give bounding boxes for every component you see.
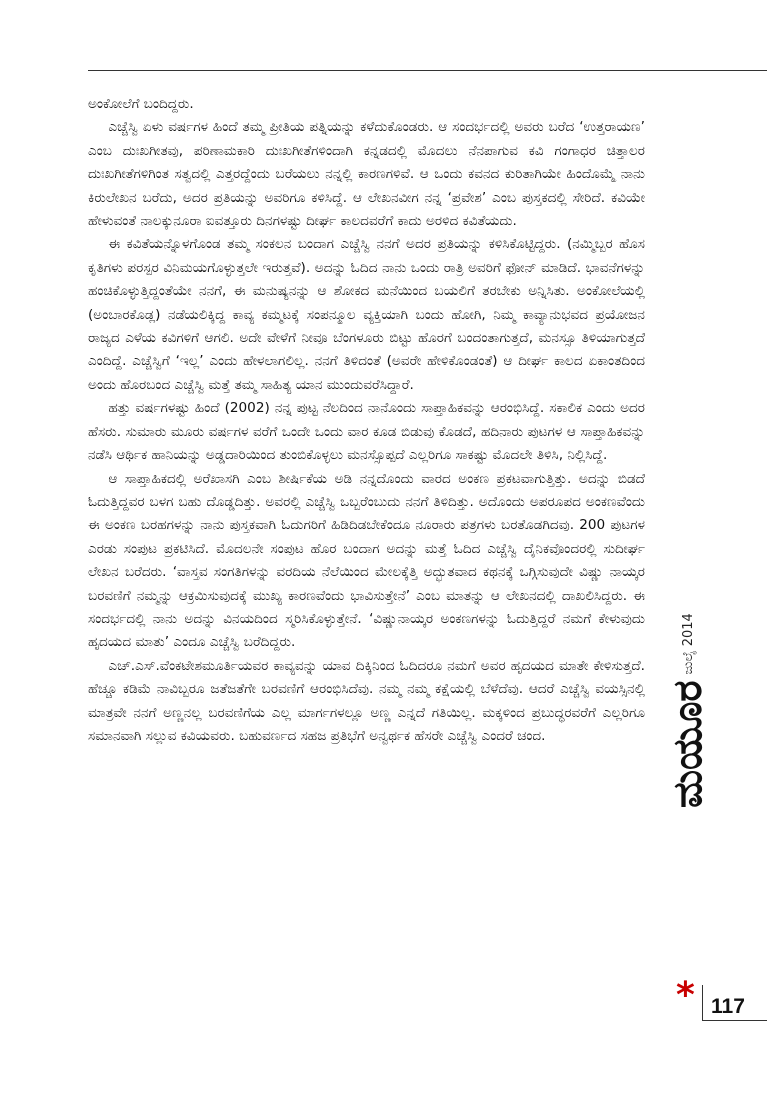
asterisk-icon: * — [676, 975, 695, 1016]
paragraph-3: ಈ ಕವಿತೆಯನ್ನೊಳಗೊಂಡ ತಮ್ಮ ಸಂಕಲನ ಬಂದಾಗ ಎಚ್ಚೆಸ್ವಿ ನನಗೆ ಅದರ ಪ್ರತಿಯನ್ನು ಕಳಿಸಿಕೊಟ್ಟಿದ್ದರು. (ನಮ್ಮಿಬ್ಬರ ಹೊಸ ಕೃತಿಗಳು ಪರಸ್ಪರ ವಿನಿಮಯಗೊಳ್ಳುತ್ತಲೇ ಇರುತ್ತವೆ). ಅದನ್ನು ಓದಿದ ನಾನು ಒಂದು ರಾತ್ರಿ ಅವರಿಗೆ ಫೋನ್ ಮಾಡಿದೆ. ಭಾವನೆಗಳನ್ನು ಹಂಚಿಕೊಳ್ಳುತ್ತಿದ್ದಂತೆಯೇ ನನಗೆ, ಈ ಮನುಷ್ಯನನ್ನು ಆ ಶೋಕದ ಮನೆಯಿಂದ ಬಯಲಿಗೆ ತರಬೇಕು ಅನ್ನಿಸಿತು. ಅಂಕೋಲೆಯಲ್ಲಿ (ಅಂಬಾರಕೊಡ್ಲ) ನಡೆಯಲಿಕ್ಕಿದ್ದ ಕಾವ್ಯ ಕಮ್ಮಟಕ್ಕೆ ಸಂಪನ್ಮೂಲ ವ್ಯಕ್ತಿಯಾಗಿ ಬಂದು ಹೋಗಿ, ನಿಮ್ಮ ಕಾವ್ಯಾನುಭವದ ಪ್ರಯೋಜನ ರಾಜ್ಯದ ಎಳೆಯ ಕವಿಗಳಿಗೆ ಆಗಲಿ. ಅದೇ ವೇಳೆಗೆ ನೀವೂ ಬೆಂಗಳೂರು ಬಿಟ್ಟು ಹೊರಗೆ ಬಂದಂತಾಗುತ್ತದೆ, ಮನಸ್ಸೂ ತಿಳಿಯಾಗುತ್ತದೆ ಎಂದಿದ್ದೆ. ಎಚ್ಚೆಸ್ವಿಗೆ ‘ಇಲ್ಲ’ ಎಂದು ಹೇಳಲಾಗಲಿಲ್ಲ. ನನಗೆ ತಿಳಿದಂತೆ (ಅವರೇ ಹೇಳಿಕೊಂಡಂತೆ) ಆ ದೀರ್ಘ ಕಾಲದ ಏಕಾಂತದಿಂದ ಅಂದು ಹೊರಬಂದ ಎಚ್ಚೆಸ್ವಿ ಮತ್ತೆ ತಮ್ಮ ಸಾಹಿತ್ಯ ಯಾನ ಮುಂದುವರೆಸಿದ್ದಾರೆ. — [88, 236, 645, 393]
issue-date: ಜುಲೈ 2014 — [680, 613, 696, 675]
page-number: 117 — [711, 995, 745, 1018]
paragraph-1: ಅಂಕೋಲೆಗೆ ಬಂದಿದ್ದರು. — [88, 96, 194, 112]
magazine-sidebar — [662, 613, 714, 808]
paragraph-6: ಎಚ್.ಎಸ್.ವೆಂಕಟೇಶಮೂರ್ತಿಯವರ ಕಾವ್ಯವನ್ನು ಯಾವ ದಿಕ್ಕಿನಿಂದ ಓದಿದರೂ ನಮಗೆ ಅವರ ಹೃದಯದ ಮಾತೇ ಕೇಳಿಸುತ್ತದೆ. ಹೆಚ್ಚೂ ಕಡಿಮೆ ನಾವಿಬ್ಬರೂ ಜತೆಜತೆಗೇ ಬರವಣಿಗೆ ಆರಂಭಿಸಿದೆವು. ನಮ್ಮ ನಮ್ಮ ಕಕ್ಷೆಯಲ್ಲಿ ಬೆಳೆದೆವು. ಆದರೆ ಎಚ್ಚೆಸ್ವಿ ವಯಸ್ಸಿನಲ್ಲಿ ಮಾತ್ರವೇ ನನಗೆ ಅಣ್ಣನಲ್ಲ ಬರವಣಿಗೆಯ ಎಲ್ಲ ಮಾರ್ಗಗಳಲ್ಲೂ ಅಣ್ಣ ಎನ್ನದೆ ಗತಿಯಿಲ್ಲ. ಮಕ್ಕಳಿಂದ ಪ್ರಬುದ್ಧರವರೆಗೆ ಎಲ್ಲರಿಗೂ ಸಮಾನವಾಗಿ ಸಲ್ಲುವ ಕವಿಯವರು. ಬಹುವರ್ಣದ ಸಹಜ ಪ್ರತಿಭೆಗೆ ಅನ್ವರ್ಥಕ ಹೆಸರೇ ಎಚ್ಚೆಸ್ವಿ ಎಂದರೆ ಚಂದ. — [88, 657, 645, 744]
article-body — [88, 93, 645, 748]
page-number-rule-horizontal — [702, 1020, 767, 1021]
paragraph-5: ಆ ಸಾಪ್ತಾಹಿಕದಲ್ಲಿ ಅರೆಖಾಸಗಿ ಎಂಬ ಶೀರ್ಷಿಕೆಯ ಅಡಿ ನನ್ನದೊಂದು ವಾರದ ಅಂಕಣ ಪ್ರಕಟವಾಗುತ್ತಿತ್ತು. ಅದನ್ನು ಬಿಡದೆ ಓದುತ್ತಿದ್ದವರ ಬಳಗ ಬಹು ದೊಡ್ಡದಿತ್ತು. ಅವರಲ್ಲಿ ಎಚ್ಚೆಸ್ವಿ ಒಬ್ಬರೆಂಬುದು ನನಗೆ ತಿಳಿದಿತ್ತು. ಅದೊಂದು ಅಪರೂಪದ ಅಂಕಣವೆಂದು ಈ ಅಂಕಣ ಬರಹಗಳನ್ನು ನಾನು ಪುಸ್ತಕವಾಗಿ ಓದುಗರಿಗೆ ಹಿಡಿದಿಡಬೇಕೆಂದೂ ನೂರಾರು ಪತ್ರಗಳು ಬರತೊಡಗಿದವು. 200 ಪುಟಗಳ ಎರಡು ಸಂಪುಟ ಪ್ರಕಟಿಸಿದೆ. ಮೊದಲನೇ ಸಂಪುಟ ಹೊರ ಬಂದಾಗ ಅದನ್ನು ಮತ್ತೆ ಓದಿದ ಎಚ್ಚೆಸ್ವಿ ದೈನಿಕವೊಂದರಲ್ಲಿ ಸುದೀರ್ಘ ಲೇಖನ ಬರೆದರು. ‘ವಾಸ್ತವ ಸಂಗತಿಗಳನ್ನು ವರದಿಯ ನೆಲೆಯಿಂದ ಮೇಲಕ್ಕೆತ್ತಿ ಅದ್ಭುತವಾದ ಕಥನಕ್ಕೆ ಒಗ್ಗಿಸುವುದೇ ವಿಷ್ಣು ನಾಯ್ಕರ ಬರವಣಿಗೆ ನಮ್ಮನ್ನು ಆಕ್ರಮಿಸುವುದಕ್ಕೆ ಮುಖ್ಯ ಕಾರಣವೆಂದು ಭಾವಿಸುತ್ತೇನೆ’ ಎಂಬ ಮಾತನ್ನು ಆ ಲೇಖನದಲ್ಲಿ ದಾಖಲಿಸಿದ್ದರು. ಈ ಸಂದರ್ಭದಲ್ಲಿ ನಾನು ಅದನ್ನು ವಿನಯದಿಂದ ಸ್ಮರಿಸಿಕೊಳ್ಳುತ್ತೇನೆ. ‘ವಿಷ್ಣುನಾಯ್ಕರ ಅಂಕಣಗಳನ್ನು ಓದುತ್ತಿದ್ದರೆ ನಮಗೆ ಕೇಳುವುದು ಹೃದಯದ ಮಾತು’ ಎಂದೂ ಎಚ್ಚೆಸ್ವಿ ಬರೆದಿದ್ದರು. — [88, 470, 645, 651]
paragraph-4: ಹತ್ತು ವರ್ಷಗಳಷ್ಟು ಹಿಂದೆ (2002) ನನ್ನ ಪುಟ್ಟ ನೆಲದಿಂದ ನಾನೊಂದು ಸಾಪ್ತಾಹಿಕವನ್ನು ಆರಂಭಿಸಿದ್ದೆ. ಸಕಾಲಿಕ ಎಂದು ಅದರ ಹೆಸರು. ಸುಮಾರು ಮೂರು ವರ್ಷಗಳ ವರೆಗೆ ಒಂದೇ ಒಂದು ವಾರ ಕೂಡ ಬಿಡುವು ಕೊಡದೆ, ಹದಿನಾರು ಪುಟಗಳ ಆ ಸಾಪ್ತಾಹಿಕವನ್ನು ನಡೆಸಿ ಆರ್ಥಿಕ ಹಾನಿಯನ್ನು ಅಡ್ಡದಾರಿಯಿಂದ ತುಂಬಿಕೊಳ್ಳಲು ಮನಸ್ಸೊಪ್ಪದೆ ಎಲ್ಲರಿಗೂ ಸಾಕಷ್ಟು ಮೊದಲೇ ತಿಳಿಸಿ, ನಿಲ್ಲಿಸಿದ್ದೆ. — [88, 400, 645, 464]
page-number-rule-vertical — [702, 985, 703, 1021]
magazine-logo: ಮಯೂರ — [664, 680, 711, 808]
header-rule — [88, 70, 767, 71]
paragraph-2: ಎಚ್ಚೆಸ್ವಿ ಏಳು ವರ್ಷಗಳ ಹಿಂದೆ ತಮ್ಮ ಪ್ರೀತಿಯ ಪತ್ನಿಯನ್ನು ಕಳೆದುಕೊಂಡರು. ಆ ಸಂದರ್ಭದಲ್ಲಿ ಅವರು ಬರೆದ ‘ಉತ್ತರಾಯಣ’ ಎಂಬ ದುಃಖಗೀತವು, ಪರಿಣಾಮಕಾರಿ ದುಃಖಗೀತೆಗಳಿಂದಾಗಿ ಕನ್ನಡದಲ್ಲಿ ಮೊದಲು ನೆನಪಾಗುವ ಕವಿ ಗಂಗಾಧರ ಚಿತ್ತಾಲರ ದುಃಖಗೀತೆಗಳಿಗಿಂತ ಸತ್ವದಲ್ಲಿ ಎತ್ತರದ್ದೆಂದು ಬರೆಯಲು ನನ್ನಲ್ಲಿ ಕಾರಣಗಳಿವೆ. ಆ ಒಂದು ಕವನದ ಕುರಿತಾಗಿಯೇ ಹಿಂದೊಮ್ಮೆ ನಾನು ಕಿರುಲೇಖನ ಬರೆದು, ಅದರ ಪ್ರತಿಯನ್ನು ಅವರಿಗೂ ಕಳಿಸಿದ್ದೆ. ಆ ಲೇಖನವೀಗ ನನ್ನ ‘ಪ್ರವೇಶ’ ಎಂಬ ಪುಸ್ತಕದಲ್ಲಿ ಸೇರಿದೆ. ಕವಿಯೇ ಹೇಳುವಂತೆ ನಾಲಕ್ಕುನೂರಾ ಐವತ್ತೂರು ದಿನಗಳಷ್ಟು ದೀರ್ಘ ಕಾಲದವರೆಗೆ ಕಾದು ಅರಳಿದ ಕವಿತೆಯದು. — [88, 119, 645, 230]
